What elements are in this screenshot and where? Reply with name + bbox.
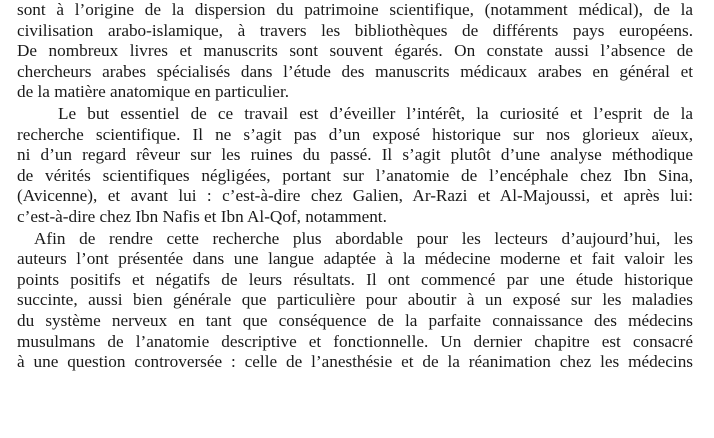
text-line: c’est-à-dire chez Ibn Nafis et Ibn Al-Qof, notamment. (17, 206, 387, 226)
paragraph-2 (17, 104, 693, 228)
text-line: De nombreux livres et manuscrits sont souvent égarés. On constate aussi l’absence de (17, 41, 693, 61)
text-line: points positifs et négatifs de leurs résultats. Il ont commencé par une étude historique (17, 269, 693, 289)
text-line: du système nerveux en tant que conséquence de la parfaite connaissance des médecins (17, 310, 693, 330)
text-line: à une question controversée : celle de l’anesthésie et de la réanimation chez les médecins (17, 352, 693, 372)
text-line: (Avicenne), et avant lui : c’est-à-dire chez Galien, Ar-Razi et Al-Majoussi, et après lui: (17, 186, 693, 206)
paragraph-3 (17, 229, 693, 373)
text-line: musulmans de l’anatomie descriptive et fonctionnelle. Un dernier chapitre est consacré (17, 331, 693, 351)
text-line: civilisation arabo-islamique, à travers les bibliothèques de différents pays européens. (17, 20, 693, 40)
text-line: ni d’un regard rêveur sur les ruines du passé. Il s’agit plutôt d’une analyse méthodique (17, 145, 693, 165)
document-page (17, 0, 693, 373)
text-line: recherche scientifique. Il ne s’agit pas d’un exposé historique sur nos glorieux aïeux, (17, 124, 693, 144)
text-line: Afin de rendre cette recherche plus abordable pour les lecteurs d’aujourd’hui, les (34, 228, 693, 248)
text-line: succinte, aussi bien générale que particulière pour aboutir à un exposé sur les maladies (17, 290, 693, 310)
text-line: de la matière anatomique en particulier. (17, 82, 290, 102)
text-line: chercheurs arabes spécialisés dans l’étude des manuscrits médicaux arabes en général et (17, 61, 693, 81)
text-line: de vérités scientifiques négligées, portant sur l’anatomie de l’encéphale chez Ibn Sina, (17, 165, 693, 185)
text-line: auteurs l’ont présentée dans une langue adaptée à la médecine moderne et fait valoir les (17, 249, 693, 269)
text-line: sont à l’origine de la dispersion du patrimoine scientifique, (notamment médical), de la (17, 0, 693, 19)
text-line: Le but essentiel de ce travail est d’éveiller l’intérêt, la curiosité et l’esprit de la (58, 103, 693, 123)
paragraph-1 (17, 0, 693, 103)
